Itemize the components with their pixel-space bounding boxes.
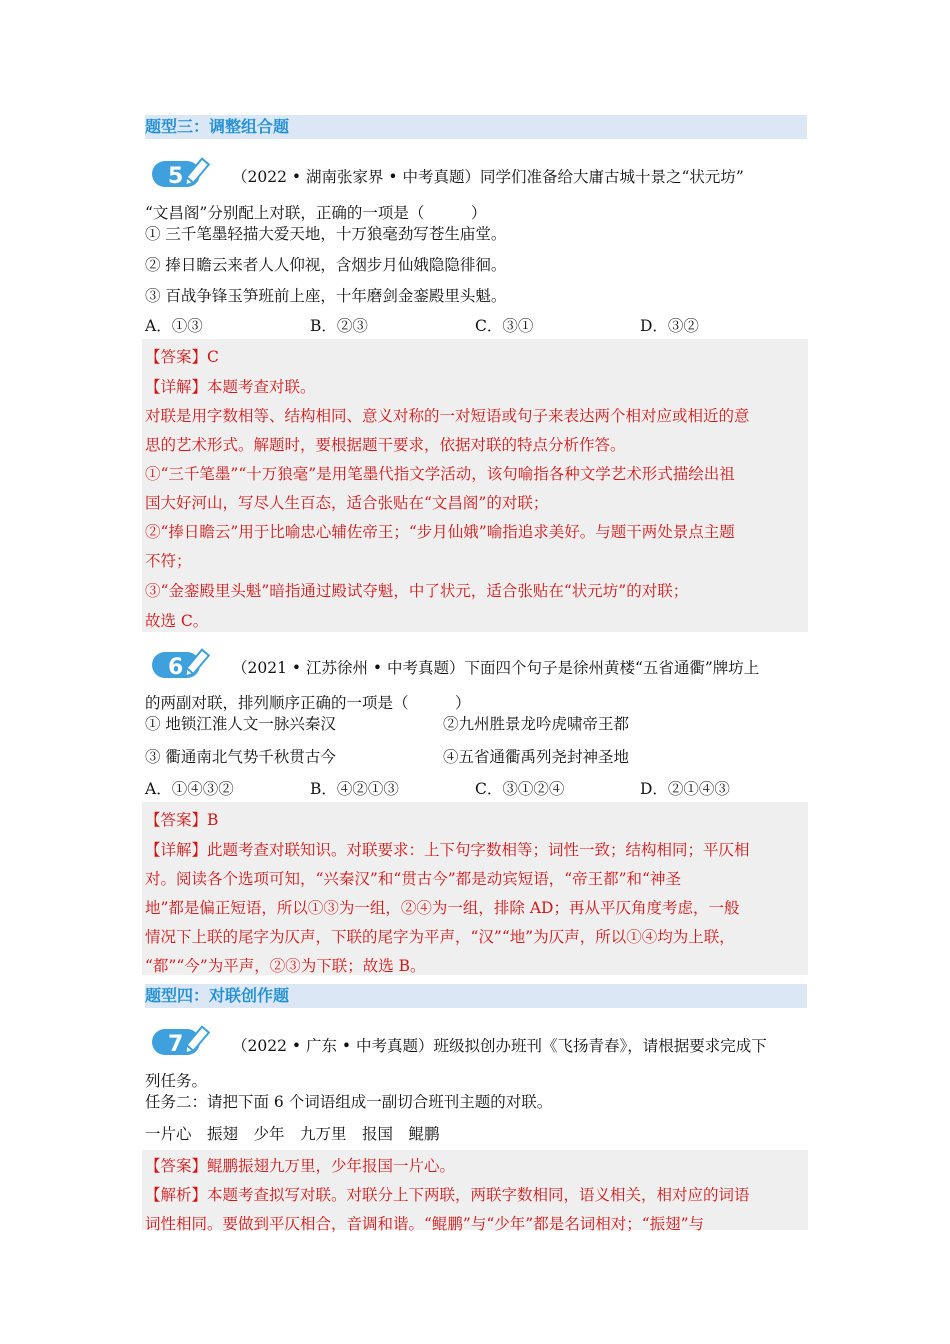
question-5-option-b: B．②③ (310, 317, 368, 335)
question-7-stem-2: 列任务。 (145, 1072, 208, 1090)
question-6-option-d: D．②①④③ (640, 780, 730, 798)
question-6-item-1: ① 地锁江淮人文一脉兴秦汉 (145, 715, 336, 733)
question-5-explain-9: 故选 C。 (145, 612, 209, 630)
question-6-explain-5: “都”“今”为平声，②③为下联；故选 B。 (145, 957, 426, 975)
question-5-stem-2: “文昌阁”分别配上对联，正确的一项是（ ） (145, 204, 487, 222)
question-6-item-2: ②九州胜景龙吟虎啸帝王都 (443, 715, 630, 733)
question-5-stem-1: （2022 • 湖南张家界 • 中考真题）同学们准备给大庸古城十景之“状元坊” (232, 168, 744, 186)
question-6-answer: 【答案】B (145, 811, 219, 829)
question-5-explain-7: 不符； (145, 552, 192, 570)
question-6-option-c: C．③①②④ (475, 780, 565, 798)
question-6-badge (152, 647, 210, 681)
question-7-task: 任务二：请把下面 6 个词语组成一副切合班刊主题的对联。 (145, 1093, 553, 1111)
question-6-item-4: ④五省通衢禹列尧封神圣地 (443, 748, 630, 766)
question-6-explain-4: 情况下上联的尾字为仄声，下联的尾字为平声，“汉”“地”为仄声，所以①④均为上联， (145, 928, 735, 946)
question-5-explain-3: 思的艺术形式。解题时，要根据题干要求，依据对联的特点分析作答。 (145, 436, 626, 454)
question-5-item-3: ③ 百战争锋玉笋班前上座，十年磨剑金銮殿里头魁。 (145, 287, 507, 305)
question-6-option-b: B．④②①③ (310, 780, 399, 798)
question-5-answer: 【答案】C (145, 348, 219, 366)
question-6-item-3: ③ 衢通南北气势千秋贯古今 (145, 748, 336, 766)
question-number: 6 (168, 655, 184, 680)
question-number: 5 (168, 164, 184, 189)
question-5-explain-5: 国大好河山，写尽人生百态，适合张贴在“文昌阁”的对联； (145, 494, 549, 512)
question-7-badge (152, 1024, 210, 1058)
question-5-explain-6: ②“捧日瞻云”用于比喻忠心辅佐帝王；“步月仙娥”喻指追求美好。与题干两处景点主题 (145, 523, 735, 541)
section-header-4: 题型四：对联创作题 (145, 984, 807, 1008)
question-5-explain-2: 对联是用字数相等、结构相同、意义对称的一对短语或句子来表达两个相对应或相近的意 (145, 407, 750, 425)
question-6-stem-2: 的两副对联，排列顺序正确的一项是（ ） (145, 694, 471, 712)
question-6-stem-1: （2021 • 江苏徐州 • 中考真题）下面四个句子是徐州黄楼“五省通衢”牌坊上 (232, 659, 760, 677)
question-5-explain-8: ③“金銮殿里头魁”暗指通过殿试夺魁，中了状元，适合张贴在“状元坊”的对联； (145, 582, 689, 600)
question-5-explain-4: ①“三千笔墨”“十万狼毫”是用笔墨代指文学活动，该句喻指各种文学艺术形式描绘出祖 (145, 465, 735, 483)
question-5-badge (152, 156, 210, 190)
question-5-item-1: ① 三千笔墨轻描大爱天地，十万狼毫劲写苍生庙堂。 (145, 225, 507, 243)
question-number: 7 (168, 1032, 184, 1057)
question-6-option-a: A．①④③② (145, 780, 234, 798)
question-5-item-2: ② 捧日瞻云来者人人仰视，含烟步月仙娥隐隐徘徊。 (145, 256, 507, 274)
question-6-explain-3: 地”都是偏正短语，所以①③为一组，②④为一组，排除 AD；再从平仄角度考虑，一般 (145, 899, 740, 917)
question-7-explain-1: 【解析】本题考查拟写对联。对联分上下两联，两联字数相同，语义相关，相对应的词语 (145, 1186, 750, 1204)
section-header-3: 题型三：调整组合题 (145, 115, 807, 139)
question-5-option-c: C．③① (475, 317, 534, 335)
question-5-explain-1: 【详解】本题考查对联。 (145, 378, 316, 396)
question-5-option-d: D．③② (640, 317, 699, 335)
question-7-answer: 【答案】鲲鹏振翅九万里，少年报国一片心。 (145, 1157, 456, 1175)
question-5-option-a: A．①③ (145, 317, 203, 335)
question-7-stem-1: （2022 • 广东 • 中考真题）班级拟创办班刊《飞扬青春》，请根据要求完成下 (232, 1037, 767, 1055)
question-6-explain-1: 【详解】此题考查对联知识。对联要求：上下句字数相等；词性一致；结构相同；平仄相 (145, 841, 750, 859)
question-6-explain-2: 对。阅读各个选项可知，“兴秦汉”和“贯古今”都是动宾短语，“帝王都”和“神圣 (145, 870, 681, 888)
question-7-words: 一片心 振翅 少年 九万里 报国 鲲鹏 (145, 1125, 440, 1143)
question-7-explain-2: 词性相同。要做到平仄相合，音调和谐。“鲲鹏”与“少年”都是名词相对；“振翅”与 (145, 1215, 705, 1233)
